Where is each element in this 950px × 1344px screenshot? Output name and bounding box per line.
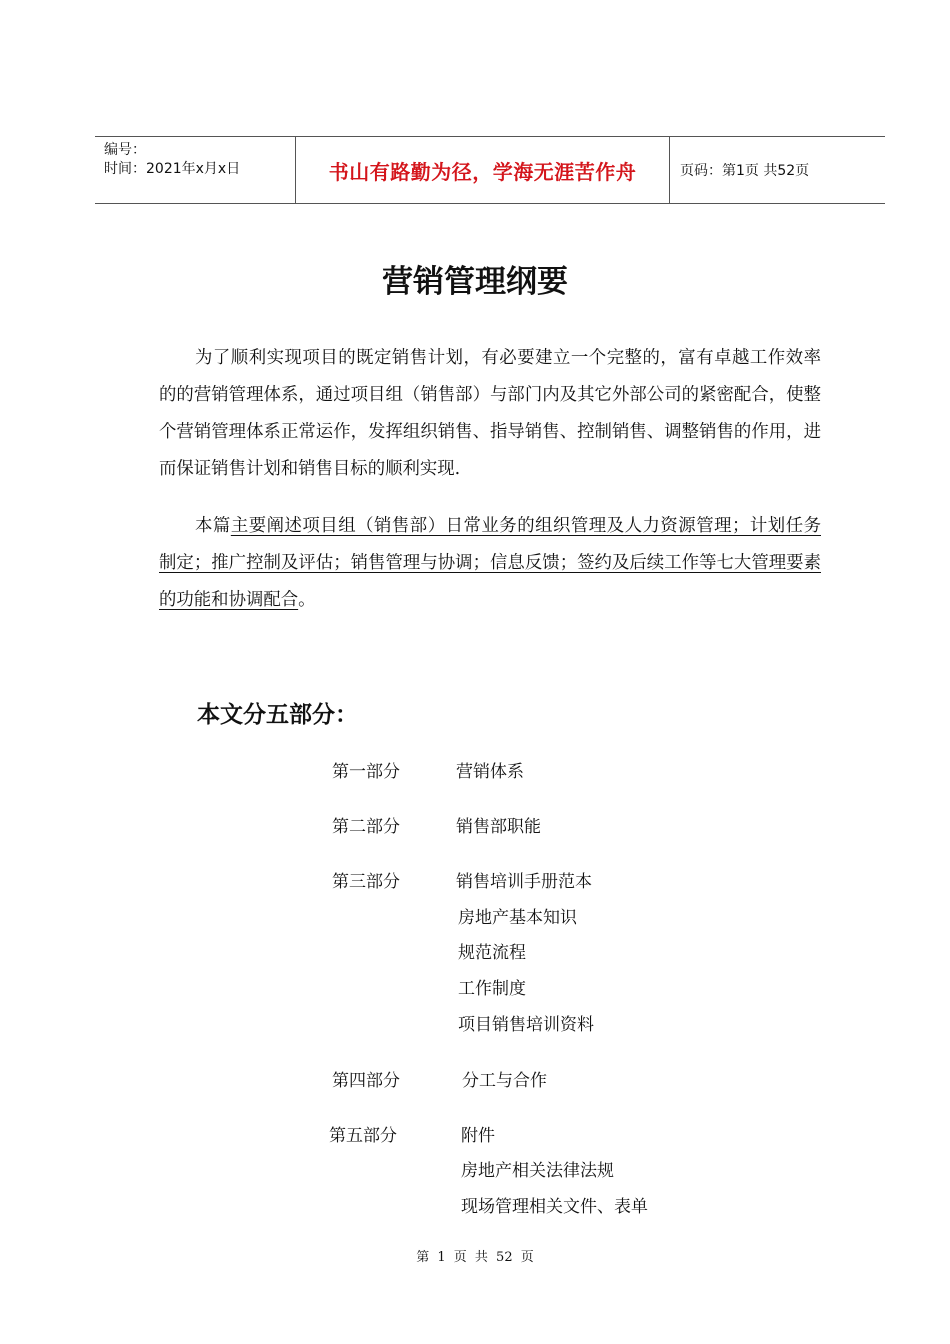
scope-paragraph-tail: 。 <box>298 590 316 610</box>
toc-item: 项目销售培训资料 <box>458 1015 594 1035</box>
page-footer: 第 1 页 共 52 页 <box>416 1250 534 1265</box>
header-page-label: 页码：第1页 共52页 <box>680 163 810 179</box>
toc-part-label: 第四部分 <box>332 1071 400 1091</box>
toc-item: 营销体系 <box>456 762 524 782</box>
intro-paragraph: 为了顺利实现项目的既定销售计划，有必要建立一个完整的，富有卓越工作效率的的营销管理体系，通过项目组（销售部）与部门内及其它外部公司的紧密配合，使整个营销管理体系正常运作，发挥组织销售、指导销售、控制销售、调整销售的作用，进而保证销售计划和销售目标的顺利实现. <box>159 348 821 479</box>
toc-item: 附件 <box>461 1126 495 1146</box>
header-left-cell <box>95 137 296 203</box>
scope-paragraph-lead: 本篇 <box>195 516 231 536</box>
header-page-cell <box>670 137 885 203</box>
toc-item: 现场管理相关文件、表单 <box>461 1197 648 1217</box>
toc-item: 分工与合作 <box>462 1071 547 1091</box>
toc-item: 销售培训手册范本 <box>456 872 592 892</box>
toc-item: 销售部职能 <box>456 817 541 837</box>
toc-part-label: 第二部分 <box>332 817 400 837</box>
toc-item: 房地产基本知识 <box>458 908 577 928</box>
header-motto: 书山有路勤为径，学海无涯苦作舟 <box>328 159 637 184</box>
toc-heading: 本文分五部分： <box>197 702 358 728</box>
document-number-label: 编号： <box>104 142 146 158</box>
toc-part-label: 第五部分 <box>329 1126 397 1146</box>
header-table <box>95 136 885 204</box>
toc-item: 规范流程 <box>458 943 526 963</box>
scope-paragraph-underlined: 主要阐述项目组（销售部）日常业务的组织管理及人力资源管理；计划任务制定；推广控制及评估；销售管理与协调；信息反馈；签约及后续工作等七大管理要素的功能和协调配合 <box>159 516 821 610</box>
toc-part-label: 第一部分 <box>332 762 400 782</box>
toc-item: 工作制度 <box>458 979 526 999</box>
header-motto-cell <box>296 137 670 203</box>
scope-paragraph <box>159 508 821 619</box>
document-title: 营销管理纲要 <box>382 264 568 300</box>
toc-item: 房地产相关法律法规 <box>461 1161 614 1181</box>
toc-part-label: 第三部分 <box>332 872 400 892</box>
document-date-label: 时间：2021年x月x日 <box>104 161 241 177</box>
